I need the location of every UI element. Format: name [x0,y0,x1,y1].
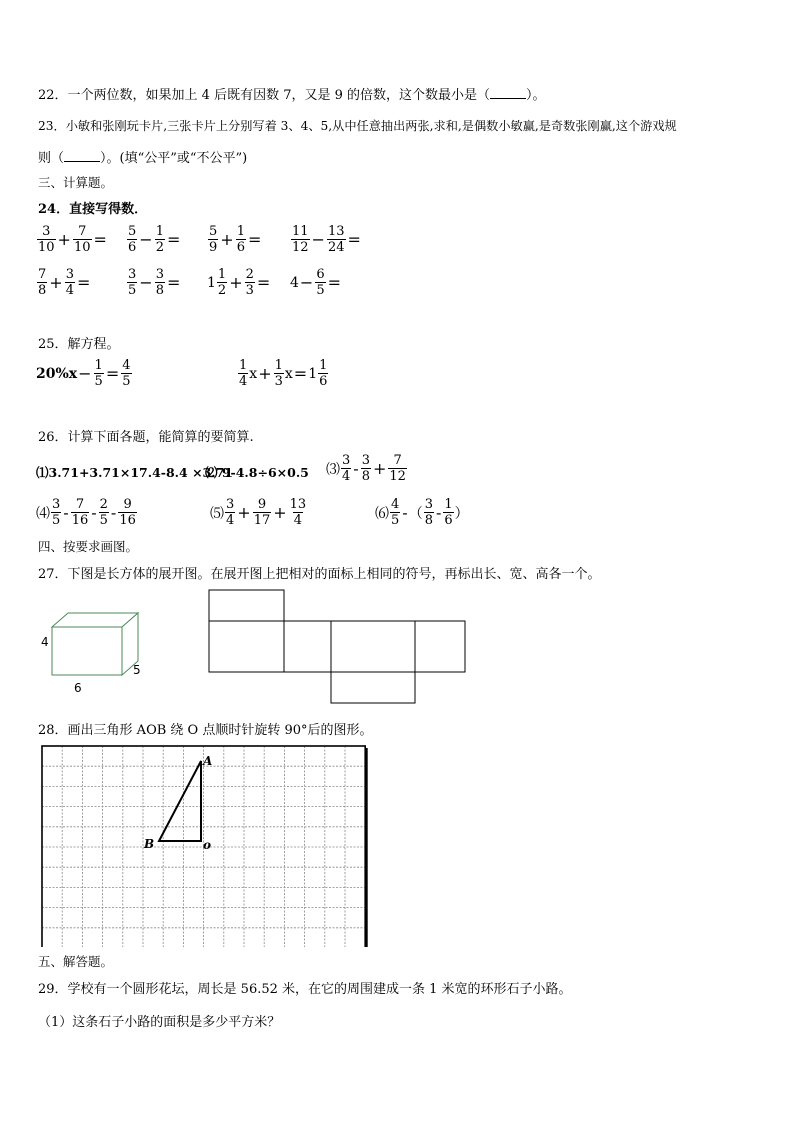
q22-text-before: 22．一个两位数，如果加上 4 后既有因数 7，又是 9 的倍数，这个数最小是（ [38,88,491,103]
point-o-label: o [203,838,212,852]
q24-row2-item4: 4 − $\frac{6}{5}$ = [290,267,342,298]
q24-row1-item2: $\frac{5}{6}$ − $\frac{1}{2}$ = [128,224,181,255]
cuboid-length-label: 6 [74,681,82,695]
q23-text-after: ）。(填“公平”或“不公平”) [100,151,248,166]
net-face-front [331,621,415,672]
cuboid-net-figure [207,588,469,706]
question-23-line2 [38,147,247,166]
question-24-title: 24．直接写得数． [38,202,148,217]
net-face-side-1 [284,621,331,672]
question-29: 29．学校有一个圆形花坛，周长是 56.52 米，在它的周围建成一条 1 米宽的环形石子小路。 [38,982,572,997]
q22-text-after: ）。 [526,88,546,103]
q24-row1-item4: $\frac{11}{12}$ − $\frac{13}{24}$ = [292,224,361,255]
rotation-grid [38,743,368,947]
section-3-heading: 三、计算题。 [38,175,114,190]
q26-part-4: ⑷ $\frac{3}{5}$ - $\frac{7}{16}$ - $\frac{2}{5}$ - $\frac{9}{16}$ [36,497,136,528]
question-25-title: 25．解方程。 [38,337,120,352]
q25-equation-2: $\frac{1}{4}$ x + $\frac{1}{3}$ x = 1 $\frac{1}{6}$ [239,358,328,389]
q26-part-3: ⑶ $\frac{3}{4}$ - $\frac{3}{8}$ + $\frac{7}{12}$ [326,453,406,484]
q23-text-before: 则（ [38,151,65,166]
point-b-label: B [144,837,155,851]
q24-row2-item1: $\frac{7}{8}$ + $\frac{3}{4}$ = [38,267,91,298]
q24-row2-item3: 1 $\frac{1}{2}$ + $\frac{2}{3}$ = [207,267,271,298]
cuboid-height-label: 4 [41,635,49,649]
q26-part-2: ⑵ 9-4.8÷6×0.5 [205,465,309,480]
q22-answer-blank[interactable] [490,86,526,99]
q25-equation-1: 20%x − $\frac{1}{5}$ = $\frac{4}{5}$ [36,358,131,389]
section-5-heading: 五、解答题。 [38,954,114,969]
section-4-heading: 四、按要求画图。 [38,539,139,554]
net-face-top [209,590,284,621]
q26-part-5: ⑸ $\frac{3}{4}$ + $\frac{9}{17}$ + $\frac{13}{4}$ [210,497,307,528]
net-face-bottom [331,672,415,703]
question-22 [38,84,546,103]
question-28-title: 28．画出三角形 AOB 绕 O 点顺时针旋转 90°后的图形。 [38,723,373,738]
q24-row2-item2: $\frac{3}{5}$ − $\frac{3}{8}$ = [128,267,181,298]
net-face-left [209,621,284,672]
q24-row1-item1: $\frac{3}{10}$ + $\frac{7}{10}$ = [38,224,107,255]
q23-answer-blank[interactable] [64,149,100,162]
q24-row1-item3: $\frac{5}{9}$ + $\frac{1}{6}$ = [209,224,262,255]
question-29-sub-1: （1）这条石子小路的面积是多少平方米？ [38,1015,281,1030]
cuboid-figure [38,605,148,697]
question-23-line1 [38,117,677,134]
q26-part-1: ⑴3.71+3.71×17.4-8.4 ×3.71 [36,465,233,480]
question-27-title: 27．下图是长方体的展开图。在展开图上把相对的面标上相同的符号，再标出长、宽、高各一个。 [38,567,601,582]
q23-text: 23．小敏和张刚玩卡片,三张卡片上分别写着 3、4、5,从中任意抽出两张,求和,是偶数小敏赢,是奇数张刚赢,这个游戏规 [38,119,677,133]
net-face-side-2 [415,621,465,672]
q26-part-6: ⑹ $\frac{4}{5}$ - （ $\frac{3}{8}$ - $\frac{1}{6}$ ） [375,497,469,528]
cuboid-depth-label: 5 [133,663,141,677]
point-a-label: A [203,754,213,768]
triangle-aob [159,761,201,841]
question-26-title: 26．计算下面各题，能简算的要简算. [38,430,254,445]
